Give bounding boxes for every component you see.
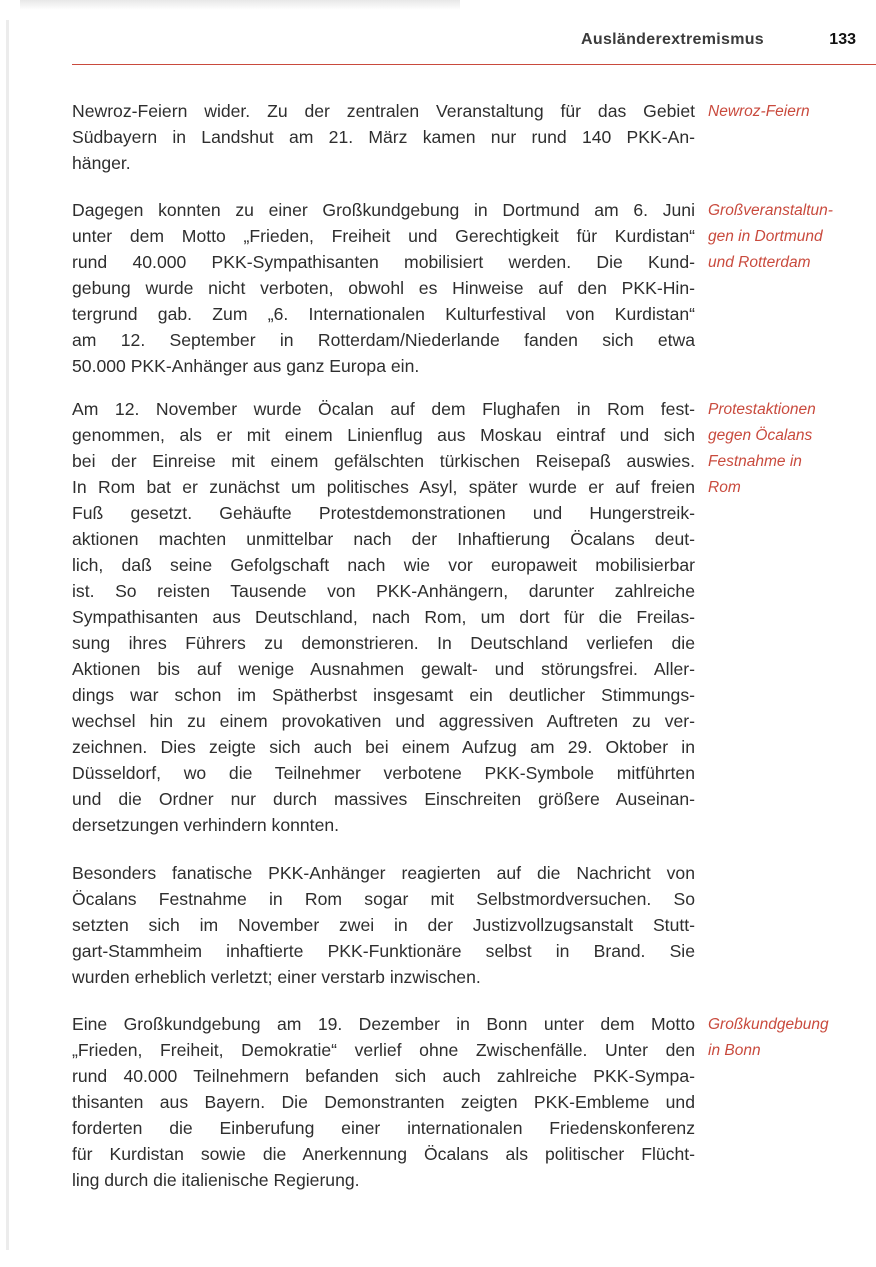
text-line: dersetzungen verhindern konnten. xyxy=(72,815,340,835)
margin-note-line: Newroz-Feiern xyxy=(708,103,810,120)
text-line: setzten sich im November zwei in der Justizvollzugsanstalt Stutt- xyxy=(72,915,695,935)
text-line: Aktionen bis auf wenige Ausnahmen gewalt- und störungsfrei. Aller- xyxy=(72,659,695,679)
text-line: In Rom bat er zunächst um politisches Asyl, später wurde er auf freien xyxy=(72,477,695,497)
page-edge xyxy=(6,20,9,1250)
text-line: dings war schon im Spätherbst insgesamt ein deutlicher Stimmungs- xyxy=(72,685,695,705)
text-line: unter dem Motto „Frieden, Freiheit und Gerechtigkeit für Kurdistan“ xyxy=(72,226,695,246)
margin-note-bonn xyxy=(708,1012,868,1064)
margin-note-newroz xyxy=(708,99,868,125)
text-line: forderten die Einberufung einer internationalen Friedenskonferenz xyxy=(72,1118,695,1138)
paragraph-newroz xyxy=(72,98,695,176)
text-line: bei der Einreise mit einem gefälschten türkischen Reisepaß auswies. xyxy=(72,451,695,471)
text-line: aktionen machten unmittelbar nach der Inhaftierung Öcalans deut- xyxy=(72,529,695,549)
margin-note-line: in Bonn xyxy=(708,1042,761,1059)
text-line: zeichnen. Dies zeigte sich auch bei einem Aufzug am 29. Oktober in xyxy=(72,737,695,757)
text-line: genommen, als er mit einem Linienflug aus Moskau eintraf und sich xyxy=(72,425,695,445)
text-line: thisanten aus Bayern. Die Demonstranten zeigten PKK-Embleme und xyxy=(72,1092,695,1112)
text-line: „Frieden, Freiheit, Demokratie“ verlief ohne Zwischenfälle. Unter den xyxy=(72,1040,695,1060)
text-line: Newroz-Feiern wider. Zu der zentralen Veranstaltung für das Gebiet xyxy=(72,101,695,121)
paragraph-dortmund-rotterdam xyxy=(72,197,695,379)
section-title: Ausländerextremismus xyxy=(581,31,764,48)
margin-note-line: gen in Dortmund xyxy=(708,228,823,245)
text-line: gebung wurde nicht verboten, obwohl es Hinweise auf den PKK-Hin- xyxy=(72,278,695,298)
text-line: lich, daß seine Gefolgschaft nach wie vor europaweit mobilisierbar xyxy=(72,555,695,575)
text-line: wurden erheblich verletzt; einer verstarb inzwischen. xyxy=(72,967,481,987)
text-line: hänger. xyxy=(72,153,131,173)
text-line: ist. So reisten Tausende von PKK-Anhängern, darunter zahlreiche xyxy=(72,581,695,601)
text-line: rund 40.000 PKK-Sympathisanten mobilisiert werden. Die Kund- xyxy=(72,252,695,272)
margin-note-dortmund xyxy=(708,198,868,276)
text-line: ling durch die italienische Regierung. xyxy=(72,1170,360,1190)
text-line: gart-Stammheim inhaftierte PKK-Funktionäre selbst in Brand. Sie xyxy=(72,941,695,961)
text-line: rund 40.000 Teilnehmern befanden sich auch zahlreiche PKK-Sympa- xyxy=(72,1066,695,1086)
text-line: wechsel hin zu einem provokativen und aggressiven Auftreten zu ver- xyxy=(72,711,695,731)
page-number: 133 xyxy=(829,31,856,48)
margin-note-line: gegen Öcalans xyxy=(708,427,813,444)
text-line: 50.000 PKK-Anhänger aus ganz Europa ein. xyxy=(72,356,420,376)
paragraph-bonn xyxy=(72,1011,695,1193)
text-line: für Kurdistan sowie die Anerkennung Öcalans als politischer Flücht- xyxy=(72,1144,695,1164)
margin-note-line: Großkundgebung xyxy=(708,1016,829,1033)
text-line: Düsseldorf, wo die Teilnehmer verbotene PKK-Symbole mitführten xyxy=(72,763,695,783)
margin-note-line: und Rotterdam xyxy=(708,254,811,271)
text-line: Am 12. November wurde Öcalan auf dem Flughafen in Rom fest- xyxy=(72,399,695,419)
margin-note-line: Festnahme in xyxy=(708,453,802,470)
running-header xyxy=(72,28,876,65)
text-line: und die Ordner nur durch massives Einschreiten größere Auseinan- xyxy=(72,789,695,809)
paragraph-selbstmordversuche xyxy=(72,860,695,990)
text-line: sung ihres Führers zu demonstrieren. In Deutschland verliefen die xyxy=(72,633,695,653)
paragraph-rom-festnahme xyxy=(72,396,695,838)
text-line: Besonders fanatische PKK-Anhänger reagierten auf die Nachricht von xyxy=(72,863,695,883)
margin-note-line: Protestaktionen xyxy=(708,401,816,418)
margin-note-line: Rom xyxy=(708,479,741,496)
text-line: Fuß gesetzt. Gehäufte Protestdemonstrationen und Hungerstreik- xyxy=(72,503,695,523)
text-line: Südbayern in Landshut am 21. März kamen nur rund 140 PKK-An- xyxy=(72,127,695,147)
text-line: Öcalans Festnahme in Rom sogar mit Selbstmordversuchen. So xyxy=(72,889,695,909)
text-line: Eine Großkundgebung am 19. Dezember in Bonn unter dem Motto xyxy=(72,1014,695,1034)
scan-shadow xyxy=(20,0,460,10)
text-line: am 12. September in Rotterdam/Niederlande fanden sich etwa xyxy=(72,330,695,350)
text-line: Dagegen konnten zu einer Großkundgebung in Dortmund am 6. Juni xyxy=(72,200,695,220)
margin-note-line: Großveranstaltun- xyxy=(708,202,833,219)
margin-note-protest xyxy=(708,397,868,501)
text-line: Sympathisanten aus Deutschland, nach Rom, um dort für die Freilas- xyxy=(72,607,695,627)
text-line: tergrund gab. Zum „6. Internationalen Kulturfestival von Kurdistan“ xyxy=(72,304,695,324)
